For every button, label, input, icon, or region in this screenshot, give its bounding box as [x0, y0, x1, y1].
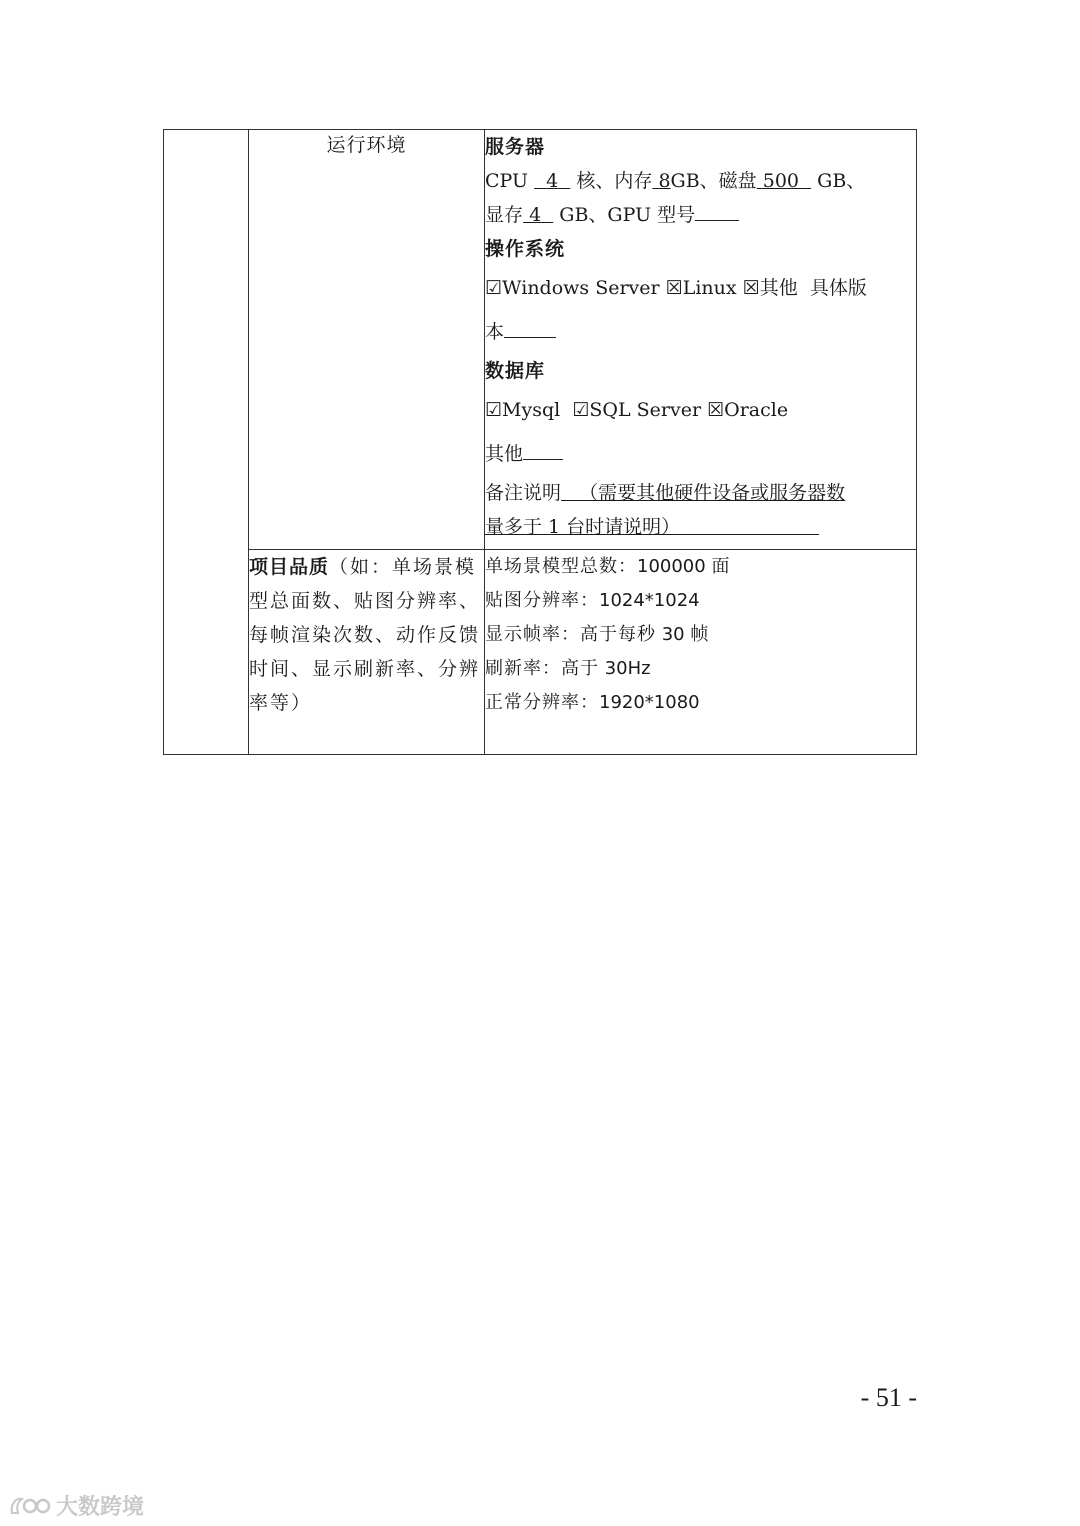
os-windows-label: Windows Server	[502, 277, 660, 299]
quality-label-bold: 项目品质	[249, 556, 330, 578]
remarks-line2	[485, 510, 916, 544]
db-oracle-label: Oracle	[724, 399, 789, 421]
os-options	[485, 266, 916, 310]
remarks-line1	[485, 476, 916, 510]
os-version-line2: 本	[485, 321, 505, 343]
vram-gb: 4	[529, 204, 542, 226]
os-other-label: 其他	[759, 277, 798, 299]
gpu-model-blank	[695, 198, 739, 221]
empty-cell	[164, 130, 249, 755]
quality-item: 单场景模型总数：100000 面	[485, 556, 731, 577]
quality-item: 显示帧率：高于每秒 30 帧	[485, 624, 710, 645]
remarks-label: 备注说明	[485, 482, 562, 504]
os-other-checkbox-icon: ☒	[742, 277, 760, 299]
os-version-line	[485, 310, 916, 354]
quality-row	[164, 550, 917, 755]
vram-prefix: 显存	[485, 204, 524, 226]
remarks-text-2: 量多于 1 台时请说明）	[485, 516, 681, 538]
db-oracle-checkbox-icon: ☒	[707, 399, 725, 421]
os-linux-checkbox-icon: ☒	[665, 277, 683, 299]
db-sqlserver-label: SQL Server	[589, 399, 702, 421]
db-heading: 数据库	[485, 360, 546, 382]
db-mysql-label: Mysql	[502, 399, 561, 421]
db-other-line	[485, 432, 916, 476]
watermark	[8, 1490, 144, 1521]
os-version-prefix: 具体版	[809, 277, 867, 299]
os-heading: 操作系统	[485, 238, 566, 260]
quality-values	[485, 550, 917, 755]
db-other-blank	[523, 437, 563, 460]
server-spec-line2	[485, 198, 916, 232]
quality-label-rest: （如：单场景模型总面数、贴图分辨率、每帧渲染次数、动作反馈时间、显示刷新率、分辨率等）	[249, 556, 481, 714]
watermark-logo-icon	[8, 1493, 52, 1519]
cpu-suffix: 核、内存	[576, 170, 653, 192]
cpu-prefix: CPU	[485, 170, 529, 192]
disk-suffix: GB、	[817, 170, 866, 192]
runtime-row	[164, 130, 917, 550]
remarks-text-1: （需要其他硬件设备或服务器数	[579, 482, 846, 504]
quality-item: 正常分辨率：1920*1080	[485, 692, 700, 713]
db-sqlserver-checkbox-icon: ☑	[572, 399, 590, 421]
quality-label	[249, 550, 485, 755]
server-spec-line1	[485, 164, 916, 198]
server-heading: 服务器	[485, 136, 546, 158]
db-options	[485, 388, 916, 432]
spec-table	[163, 129, 917, 755]
runtime-content	[485, 130, 917, 550]
page-number: - 51 -	[860, 1383, 917, 1412]
memory-gb: 8	[658, 170, 671, 192]
db-mysql-checkbox-icon: ☑	[485, 399, 503, 421]
vram-suffix: GB、GPU 型号	[559, 204, 696, 226]
quality-item: 刷新率：高于 30Hz	[485, 658, 651, 679]
os-version-blank	[504, 315, 556, 338]
disk-gb: 500	[762, 170, 799, 192]
memory-suffix: GB、磁盘	[670, 170, 757, 192]
os-linux-label: Linux	[682, 277, 737, 299]
runtime-label: 运行环境	[249, 130, 485, 550]
cpu-cores: 4	[546, 170, 559, 192]
db-other-label: 其他	[485, 443, 524, 465]
quality-item: 贴图分辨率：1024*1024	[485, 590, 700, 611]
os-windows-checkbox-icon: ☑	[485, 277, 503, 299]
watermark-text: 大数跨境	[56, 1495, 145, 1520]
